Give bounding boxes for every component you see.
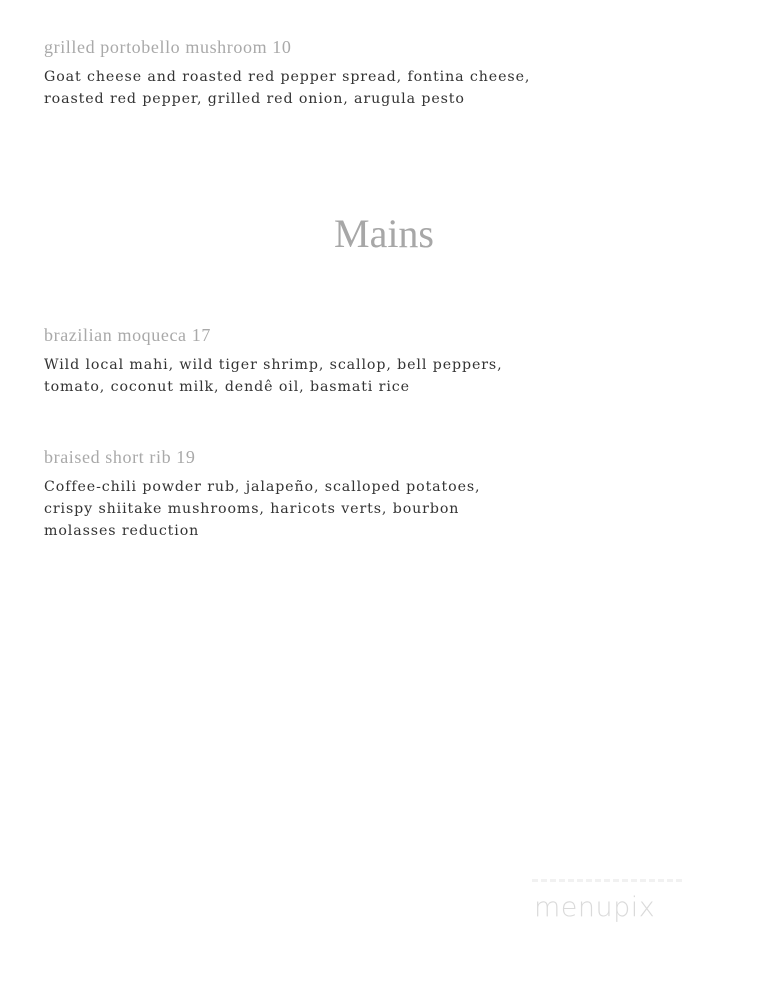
item-description-line: Goat cheese and roasted red pepper spread, fontina cheese, xyxy=(44,69,531,85)
section-heading-mains: Mains xyxy=(334,211,434,256)
menu-item-moqueca xyxy=(44,324,514,398)
menu-item-short-rib xyxy=(44,446,514,542)
item-description-line: Coffee-chili powder rub, jalapeño, scalloped potatoes, xyxy=(44,479,481,495)
item-description-line: Wild local mahi, wild tiger shrimp, scallop, bell peppers, xyxy=(44,357,503,373)
item-description xyxy=(44,66,531,110)
item-title: grilled portobello mushroom 10 xyxy=(44,37,292,57)
item-description-line: roasted red pepper, grilled red onion, arugula pesto xyxy=(44,91,465,107)
item-description-line: tomato, coconut milk, dendê oil, basmati rice xyxy=(44,379,410,395)
item-title: brazilian moqueca 17 xyxy=(44,325,211,345)
item-title: braised short rib 19 xyxy=(44,447,196,467)
watermark-dots xyxy=(532,879,682,882)
menupix-logo: menupix xyxy=(534,892,656,923)
item-description-line: crispy shiitake mushrooms, haricots verts, bourbon xyxy=(44,501,460,517)
item-description-line: molasses reduction xyxy=(44,523,200,539)
menupix-watermark xyxy=(528,876,688,936)
item-description xyxy=(44,354,514,398)
menu-item-portobello xyxy=(44,36,531,110)
item-description xyxy=(44,476,514,542)
